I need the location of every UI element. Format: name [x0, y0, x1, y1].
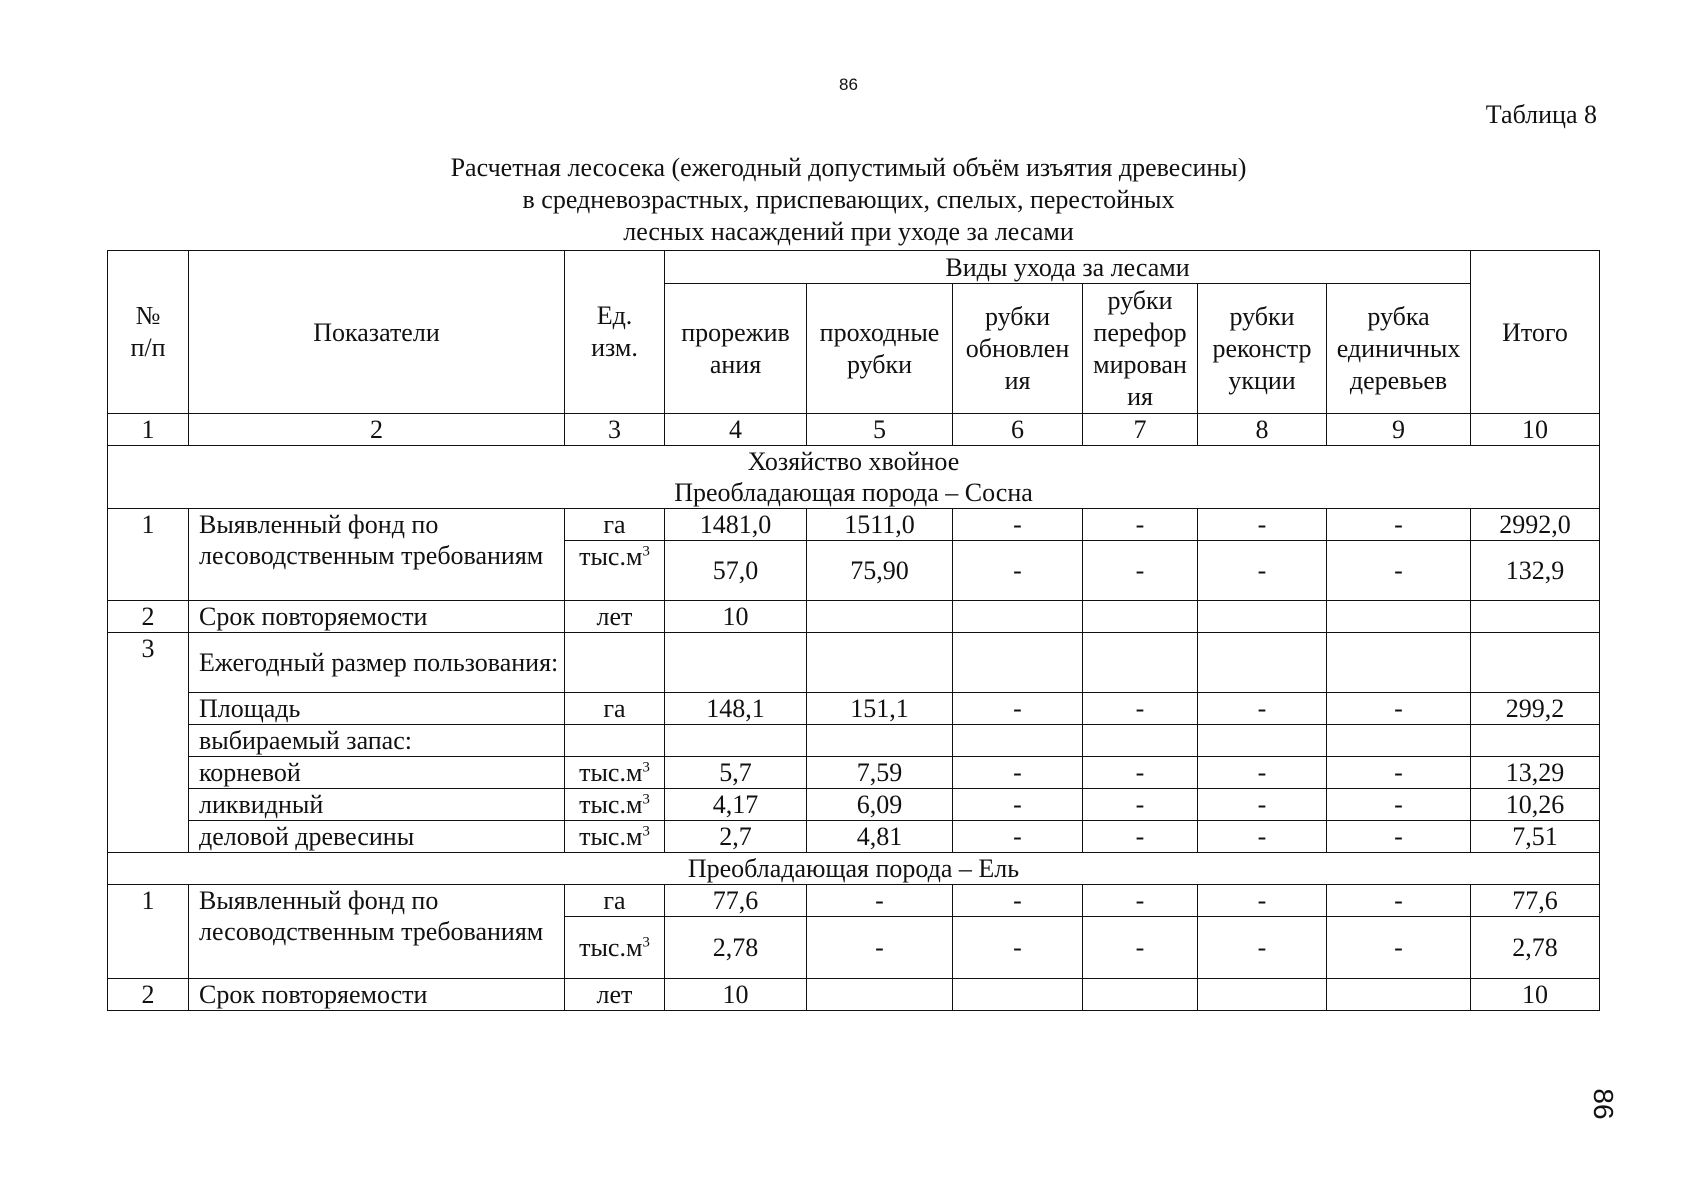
value-cell	[807, 601, 953, 633]
value-cell: -	[1083, 885, 1198, 917]
value-cell: -	[1083, 917, 1198, 979]
value-cell: 2,7	[665, 821, 807, 853]
table-row	[108, 509, 1600, 541]
value-cell: -	[953, 693, 1083, 725]
column-number: 2	[189, 414, 565, 446]
value-cell: 75,90	[807, 541, 953, 601]
value-cell	[1083, 633, 1198, 693]
unit-superscript: 3	[642, 759, 650, 776]
row-label: Выявленный фонд по лесоводственным требованиям	[189, 885, 565, 979]
value-cell: 5,7	[665, 757, 807, 789]
value-cell: 13,29	[1471, 757, 1600, 789]
row-label: Площадь	[189, 693, 565, 725]
value-cell: -	[953, 541, 1083, 601]
header-unit	[565, 251, 665, 414]
value-cell: 57,0	[665, 541, 807, 601]
table-row	[108, 789, 1600, 821]
column-number-row	[108, 414, 1600, 446]
header-total: Итого	[1471, 251, 1600, 414]
value-cell: 132,9	[1471, 541, 1600, 601]
row-label: Срок повторяемости	[189, 979, 565, 1011]
column-number: 10	[1471, 414, 1600, 446]
value-cell: -	[807, 917, 953, 979]
header-type-line: обновлен	[965, 333, 1070, 363]
table-row	[108, 757, 1600, 789]
header-num-line: №	[135, 301, 161, 330]
value-cell: 2992,0	[1471, 509, 1600, 541]
title-line: в средневозрастных, приспевающих, спелых, перестойных	[522, 185, 1175, 214]
value-cell: -	[1327, 509, 1471, 541]
row-unit	[565, 917, 665, 979]
section-economy: Хозяйство хвойное	[747, 447, 960, 476]
value-cell: 7,59	[807, 757, 953, 789]
value-cell: -	[1198, 789, 1327, 821]
section-row	[108, 446, 1600, 509]
row-unit: га	[565, 693, 665, 725]
header-row	[108, 251, 1600, 284]
section-pine: Преобладающая порода – Сосна	[674, 478, 1033, 507]
value-cell: 6,09	[807, 789, 953, 821]
row-num: 2	[108, 979, 189, 1011]
value-cell: 151,1	[807, 693, 953, 725]
row-label: ликвидный	[189, 789, 565, 821]
value-cell: 10	[1471, 979, 1600, 1011]
header-num-line: п/п	[130, 333, 166, 362]
table-row	[108, 821, 1600, 853]
value-cell: -	[1198, 757, 1327, 789]
header-type-line: рубки	[984, 301, 1051, 331]
row-unit: лет	[565, 601, 665, 633]
value-cell	[665, 725, 807, 757]
value-cell: 10	[665, 979, 807, 1011]
section-header	[108, 446, 1600, 509]
row-num: 2	[108, 601, 189, 633]
value-cell: -	[1083, 509, 1198, 541]
value-cell	[1198, 633, 1327, 693]
value-cell	[665, 633, 807, 693]
value-cell: 148,1	[665, 693, 807, 725]
value-cell: -	[953, 885, 1083, 917]
column-number: 8	[1198, 414, 1327, 446]
value-cell	[1327, 725, 1471, 757]
table-row	[108, 601, 1600, 633]
header-unit-line: Ед.	[596, 301, 633, 330]
header-type-single-tree-cutting	[1327, 284, 1471, 414]
value-cell: 10	[665, 601, 807, 633]
header-type-line: рубка	[1367, 301, 1430, 331]
value-cell: -	[953, 821, 1083, 853]
unit-superscript: 3	[642, 934, 650, 951]
page-number-top: 86	[839, 75, 858, 94]
table-title	[0, 152, 1697, 248]
value-cell: 4,17	[665, 789, 807, 821]
value-cell: 7,51	[1471, 821, 1600, 853]
unit-superscript: 3	[642, 543, 650, 560]
value-cell	[1471, 601, 1600, 633]
value-cell: 299,2	[1471, 693, 1600, 725]
value-cell: -	[1083, 789, 1198, 821]
row-unit	[565, 541, 665, 601]
page-number-side: 86	[1588, 1088, 1619, 1120]
value-cell	[953, 633, 1083, 693]
value-cell	[1327, 633, 1471, 693]
column-number: 6	[953, 414, 1083, 446]
header-care-types-group: Виды ухода за лесами	[665, 251, 1471, 284]
row-num: 3	[108, 633, 189, 853]
unit-text: тыс.м	[579, 758, 643, 787]
forest-table	[107, 250, 1600, 1011]
column-number: 3	[565, 414, 665, 446]
value-cell: -	[1083, 821, 1198, 853]
header-num	[108, 251, 189, 414]
header-type-line: ания	[709, 349, 762, 379]
header-type-line: прорежив	[681, 317, 790, 347]
header-type-line: ия	[1127, 381, 1153, 411]
value-cell: 2,78	[665, 917, 807, 979]
column-number: 7	[1083, 414, 1198, 446]
row-unit	[565, 725, 665, 757]
row-num: 1	[108, 885, 189, 979]
section-row	[108, 853, 1600, 885]
header-type-line: единичных	[1336, 333, 1461, 363]
header-type-reformation-cutting	[1083, 284, 1198, 414]
section-spruce: Преобладающая порода – Ель	[108, 853, 1600, 885]
table-row	[108, 979, 1600, 1011]
value-cell: -	[1083, 541, 1198, 601]
value-cell	[1471, 725, 1600, 757]
value-cell	[807, 979, 953, 1011]
value-cell: -	[1198, 821, 1327, 853]
value-cell: -	[1327, 757, 1471, 789]
row-label: Ежегодный размер пользования:	[189, 633, 565, 693]
title-line: Расчетная лесосека (ежегодный допустимый объём изъятия древесины)	[450, 153, 1247, 182]
value-cell: -	[1083, 757, 1198, 789]
value-cell: -	[953, 917, 1083, 979]
value-cell	[1083, 979, 1198, 1011]
header-type-line: рубки	[1229, 301, 1295, 331]
table-row	[108, 693, 1600, 725]
value-cell	[953, 601, 1083, 633]
value-cell	[1327, 601, 1471, 633]
value-cell: -	[1327, 693, 1471, 725]
unit-superscript: 3	[642, 791, 650, 808]
header-type-thinning	[665, 284, 807, 414]
value-cell: 10,26	[1471, 789, 1600, 821]
value-cell	[1083, 725, 1198, 757]
header-type-line: рубки	[846, 349, 913, 379]
row-unit	[565, 757, 665, 789]
header-indicators: Показатели	[189, 251, 565, 414]
row-num: 1	[108, 509, 189, 601]
value-cell	[1471, 633, 1600, 693]
row-unit: га	[565, 885, 665, 917]
header-type-line: мирован	[1093, 349, 1187, 379]
value-cell: 77,6	[1471, 885, 1600, 917]
value-cell: -	[1327, 885, 1471, 917]
row-label: выбираемый запас:	[189, 725, 565, 757]
row-label: деловой древесины	[189, 821, 565, 853]
value-cell: 1481,0	[665, 509, 807, 541]
header-type-line: укции	[1228, 365, 1296, 395]
unit-text: тыс.м	[579, 822, 643, 851]
value-cell	[1198, 725, 1327, 757]
header-type-line: ия	[1004, 365, 1031, 395]
value-cell	[1198, 601, 1327, 633]
value-cell: -	[953, 789, 1083, 821]
header-type-renewal-cutting	[953, 284, 1083, 414]
row-unit: га	[565, 509, 665, 541]
value-cell: -	[1198, 509, 1327, 541]
header-type-line: проходные	[819, 317, 940, 347]
row-label: корневой	[189, 757, 565, 789]
value-cell: -	[1198, 917, 1327, 979]
header-type-reconstruction-cutting	[1198, 284, 1327, 414]
table-label: Таблица 8	[1485, 100, 1597, 129]
header-type-line: деревьев	[1349, 365, 1448, 395]
value-cell	[807, 725, 953, 757]
row-unit	[565, 633, 665, 693]
row-unit	[565, 789, 665, 821]
value-cell: -	[1327, 821, 1471, 853]
value-cell	[1327, 979, 1471, 1011]
table-row	[108, 633, 1600, 693]
value-cell: 1511,0	[807, 509, 953, 541]
value-cell: 2,78	[1471, 917, 1600, 979]
unit-superscript: 3	[642, 823, 650, 840]
value-cell: -	[1198, 541, 1327, 601]
column-number: 4	[665, 414, 807, 446]
value-cell: -	[953, 757, 1083, 789]
value-cell	[953, 725, 1083, 757]
row-label: Выявленный фонд по лесоводственным требованиям	[189, 509, 565, 601]
value-cell: -	[953, 509, 1083, 541]
value-cell: -	[1327, 789, 1471, 821]
header-type-line: рубки	[1107, 285, 1173, 315]
unit-text: тыс.м	[579, 790, 643, 819]
row-unit: лет	[565, 979, 665, 1011]
value-cell	[1083, 601, 1198, 633]
column-number: 9	[1327, 414, 1471, 446]
row-label: Срок повторяемости	[189, 601, 565, 633]
value-cell: 4,81	[807, 821, 953, 853]
row-unit	[565, 821, 665, 853]
unit-text: тыс.м	[579, 933, 643, 962]
value-cell: -	[1327, 541, 1471, 601]
column-number: 5	[807, 414, 953, 446]
value-cell: 77,6	[665, 885, 807, 917]
value-cell: -	[1327, 917, 1471, 979]
value-cell	[953, 979, 1083, 1011]
header-type-line: реконстр	[1212, 333, 1312, 363]
header-type-passage-cutting	[807, 284, 953, 414]
value-cell	[807, 633, 953, 693]
table-row	[108, 885, 1600, 917]
title-line: лесных насаждений при уходе за лесами	[623, 217, 1074, 246]
header-type-line: перефор	[1093, 317, 1187, 347]
value-cell: -	[1198, 885, 1327, 917]
table-row	[108, 725, 1600, 757]
column-number: 1	[108, 414, 189, 446]
value-cell: -	[1198, 693, 1327, 725]
value-cell: -	[807, 885, 953, 917]
header-unit-line: изм.	[591, 333, 638, 362]
unit-text: тыс.м	[579, 542, 643, 571]
value-cell	[1198, 979, 1327, 1011]
value-cell: -	[1083, 693, 1198, 725]
